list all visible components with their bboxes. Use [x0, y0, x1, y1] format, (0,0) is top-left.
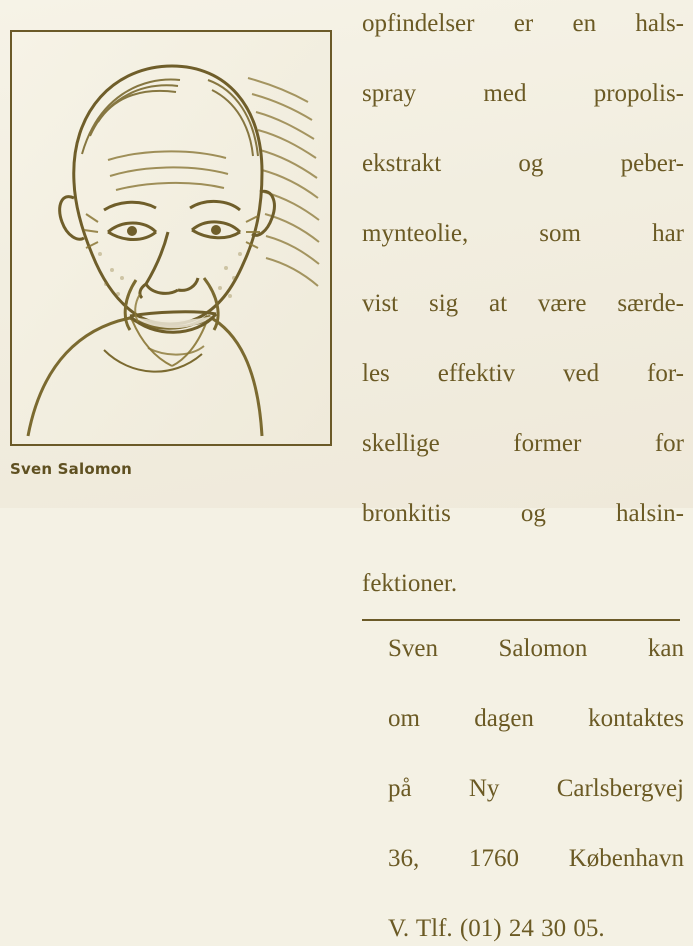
paragraph-contact-details — [362, 631, 684, 946]
text-line: spray med propolis- — [362, 80, 684, 107]
text-line: V. Tlf. (01) 24 30 05. — [388, 915, 605, 942]
portrait-photo — [12, 32, 330, 444]
paragraph-product-description — [362, 6, 684, 601]
article-text-column — [362, 0, 684, 946]
text-line: 36, 1760 København — [388, 845, 684, 872]
text-line: fektioner. — [362, 570, 458, 597]
text-line: Sven Salomon kan — [388, 635, 684, 662]
text-line: vist sig at være særde- — [362, 290, 684, 317]
text-line: på Ny Carlsbergvej — [388, 775, 684, 802]
text-line: om dagen kontaktes — [388, 705, 684, 732]
text-line: ekstrakt og peber- — [362, 150, 684, 177]
text-line: opfindelser er en hals- — [362, 10, 684, 37]
portrait-photo-frame — [10, 30, 332, 446]
text-line: bronkitis og halsin- — [362, 500, 684, 527]
text-line: skellige former for — [362, 430, 684, 457]
photo-caption: Sven Salomon — [10, 460, 133, 478]
text-line: mynteolie, som har — [362, 220, 684, 247]
horizontal-rule — [362, 619, 680, 621]
text-line: les effektiv ved for- — [362, 360, 684, 387]
photo-column — [10, 30, 340, 478]
